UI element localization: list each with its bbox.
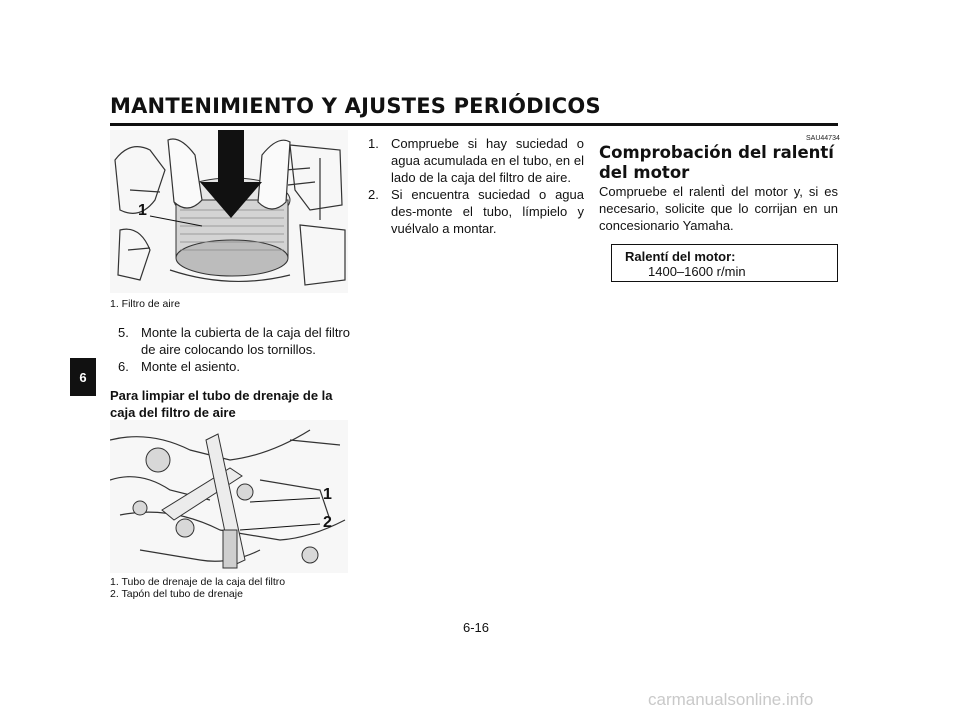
drain-tube-illustration [110,420,348,573]
watermark: carmanualsonline.info [648,690,814,709]
spec-box [611,244,838,282]
step-number: 5. [118,325,129,340]
list-item [368,135,584,186]
spec-value: 1400–1600 r/min [648,264,746,279]
step-text: Compruebe si hay suciedad o agua acumulada en el tubo, en el lado de la caja del filtro de aire. [391,136,584,185]
step-number: 2. [368,187,379,202]
figure-caption [110,576,350,600]
section-title: Comprobación del ralentí del motor [599,143,834,182]
reference-code: SAU44734 [806,135,840,142]
page-number: 6-16 [463,620,490,635]
callout-drain-plug: 2 [323,514,332,531]
section-body: Compruebe el ralentÌ del motor y, si es necesario, solicite que lo corrijan en un concesionario Yamaha. [599,184,838,233]
list-item [118,358,350,375]
page-title: MANTENIMIENTO Y AJUSTES PERIÓDICOS [110,94,601,118]
callout-air-filter: 1 [138,202,147,219]
caption-line: 1. Tubo de drenaje de la caja del filtro [110,576,286,588]
steps-list-middle [368,135,584,237]
list-item [368,186,584,237]
step-text: Monte la cubierta de la caja del filtro de aire colocando los tornillos. [141,325,350,357]
chapter-tab: 6 [70,358,96,396]
title-rule [110,123,838,126]
caption-line: 1. Filtro de aire [110,298,181,310]
subheading: Para limpiar el tubo de drenaje de la caja del filtro de aire [110,388,333,420]
list-item [118,324,350,358]
step-number: 1. [368,136,379,151]
callout-drain-tube: 1 [323,486,332,503]
caption-line: 2. Tapón del tubo de drenaje [110,588,243,600]
air-filter-illustration [110,130,348,293]
figure-caption [110,298,350,310]
step-text: Si encuentra suciedad o agua des-monte el tubo, límpielo y vuélvalo a montar. [391,187,584,236]
step-text: Monte el asiento. [141,359,241,374]
steps-list-left [118,324,350,375]
step-number: 6. [118,359,129,374]
spec-label: Ralentí del motor: [625,249,736,264]
